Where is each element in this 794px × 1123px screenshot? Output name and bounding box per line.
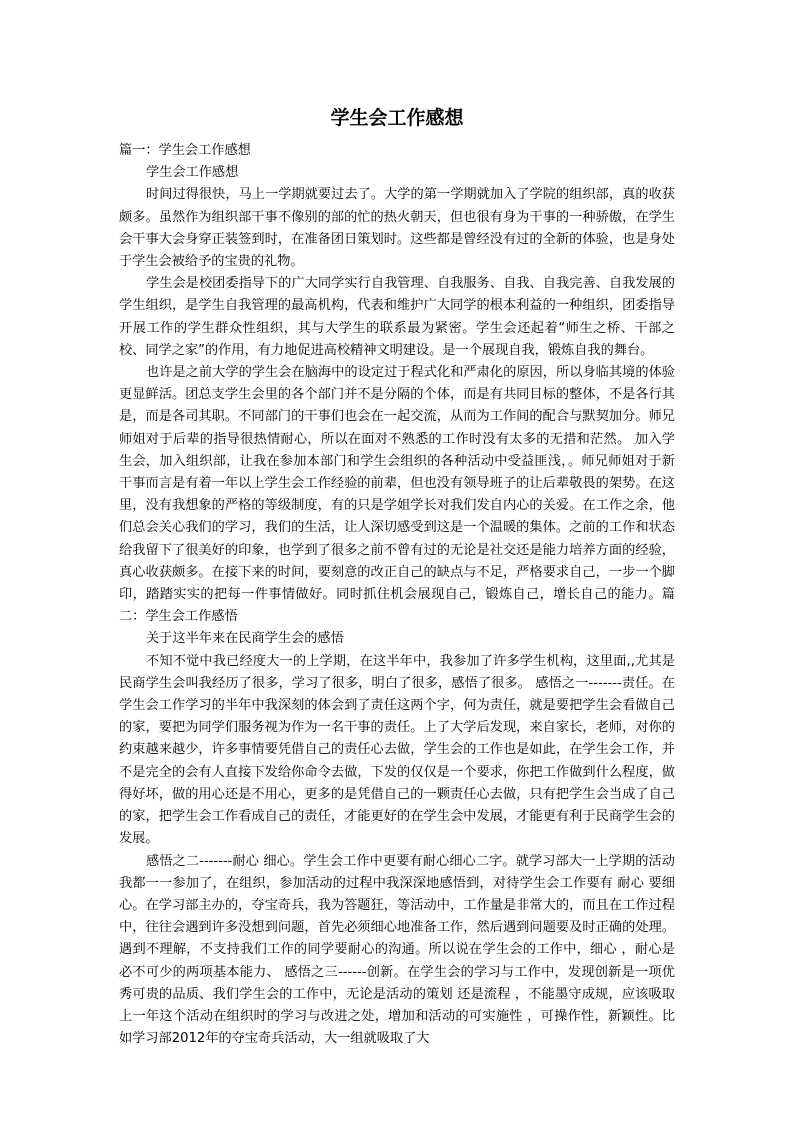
paragraph: 不知不觉中我已经度大一的上学期，在这半年中，我参加了许多学生机构，这里面,,尤其是民商学生会叫我经历了很多，学习了很多，明白了很多，感悟了很多。 感悟之一-------责任。在学生会工作学习的半年中我深刻的体会到了责任这两个字，何为责任，就是要把学生会看做自己的家，要把为同学们服务视为作为一名干事的责任。上了大学后发现，来自家长，老师，对你的约束越来越少，许多事情要凭借自己的责任心去做，学生会的工作也是如此，在学生会工作，并不是完全的会有人直接下发给你命令去做，下发的仅仅是一个要求，你把工作做到什么程度，做得好坏，做的用心还是不用心，更多的是凭借自己的一颗责任心去做，只有把学生会当成了自己的家，把学生会工作看成自己的责任，才能更好的在学生会中发展，才能更有利于民商学生会的发展。 (119, 653, 675, 847)
paragraph: 感悟之二-------耐心 细心。学生会工作中更要有耐心细心二字。就学习部大一上学期的活动我都一一参加了，在组织，参加活动的过程中我深深地感悟到，对待学生会工作要有 耐心 要细心。在学习部主办的，夺宝奇兵，我为答题狂，等活动中，工作量是非常大的，而且在工作过程中，往往会遇到许多没想到问题，首先必须细心地准备工作，然后遇到问题要及时正确的处理。遇到不理解，不支持我们工作的同学要耐心的沟通。所以说在学生会的工作中，细心 ，耐心是必不可少的两项基本能力、 感悟之三------创新。在学生会的学习与工作中，发现创新是一项优秀可贵的品质、我们学生会的工作中，无论是活动的策划 还是流程 ，不能墨守成规，应该吸取上一年这个活动在组织时的学习与改进之处，增加和活动的可实施性 ，可操作性，新颖性。比如学习部2012年的夺宝奇兵活动，大一组就吸取了大 (119, 853, 675, 1047)
document-body (119, 140, 675, 1050)
paragraph: 也许是之前大学的学生会在脑海中的设定过于程式化和严肃化的原因，所以身临其境的体验更显鲜活。团总支学生会里的各个部门并不是分隔的个体，而是有共同目标的整体，不是各行其是，而是各司其职。不同部门的干事们也会在一起交流，从而为工作间的配合与默契加分。师兄师姐对于后辈的指导很热情耐心，所以在面对不熟悉的工作时没有太多的无措和茫然。 加入学生会，加入组织部，让我在参加本部门和学生会组织的各种活动中受益匪浅，。师兄师姐对于新干事而言是有着一年以上学生会工作经验的前辈，但也没有领导班子的让后辈敬畏的架势。在这里，没有我想象的严格的等级制度，有的只是学姐学长对我们发自内心的关爱。在工作之余，他们总会关心我们的学习，我们的生活，让人深切感受到这是一个温暖的集体。之前的工作和状态给我留下了很美好的印象，也学到了很多之前不曾有过的无论是社交还是能力培养方面的经验，真心收获颇多。在接下来的时间，要刻意的改正自己的缺点与不足，严格要求自己，一步一个脚印，踏踏实实的把每一件事情做好。同时抓住机会展现自己，锻炼自己，增长自己的能力。篇二：学生会工作感悟 (119, 365, 675, 625)
paragraph: 学生会是校团委指导下的广大同学实行自我管理、自我服务、自我、自我完善、自我发展的学生组织，是学生自我管理的最高机构，代表和维护广大同学的根本利益的一种组织，团委指导开展工作的学生群众性组织，其与大学生的联系最为紧密。学生会还起着“师生之桥、干部之校、同学之家”的作用，有力地促进高校精神文明建设。是一个展现自我，锻炼自我的舞台。 (119, 276, 675, 358)
section-subtitle: 关于这半年来在民商学生会的感悟 (146, 631, 344, 647)
section-heading: 篇一：学生会工作感想 (119, 143, 251, 158)
section-subtitle: 学生会工作感想 (146, 165, 239, 181)
paragraph: 时间过得很快，马上一学期就要过去了。大学的第一学期就加入了学院的组织部，真的收获颇多。虽然作为组织部干事不像别的部的忙的热火朝天，但也很有身为干事的一种骄傲，在学生会干事大会身穿正装签到时，在准备团日策划时。这些都是曾经没有过的全新的体验，也是身处于学生会被给予的宝贵的礼物。 (119, 187, 675, 270)
document-title: 学生会工作感想 (330, 107, 464, 129)
